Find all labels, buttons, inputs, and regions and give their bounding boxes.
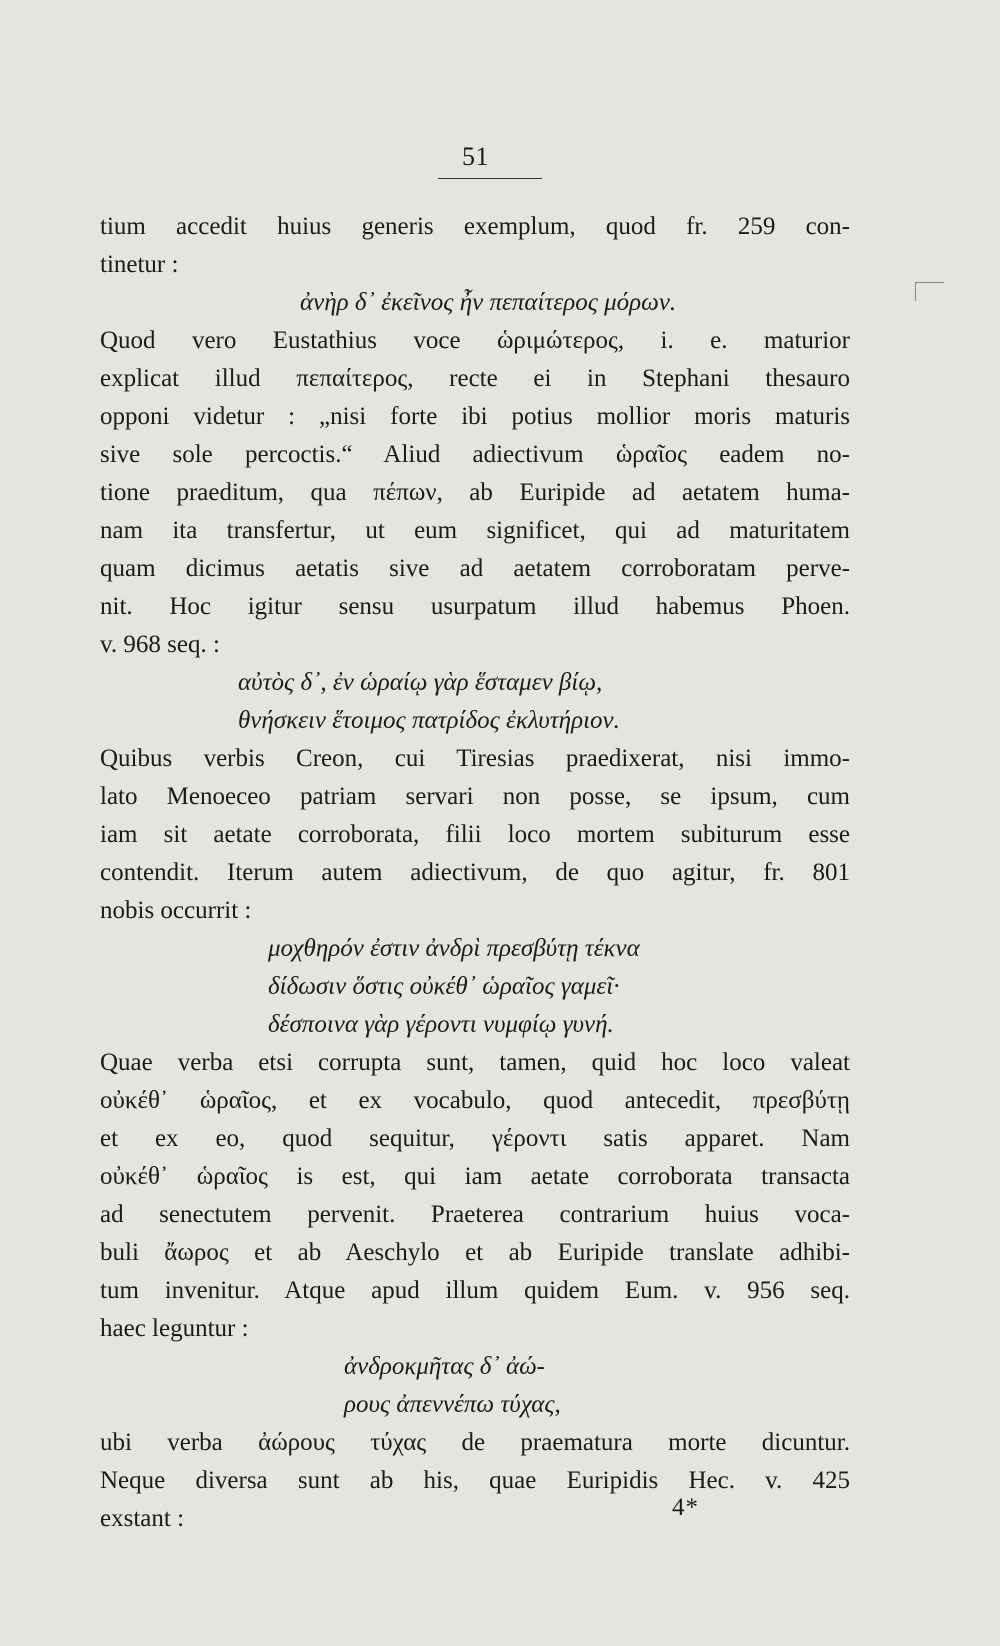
greek-verse-line: μοχθηρόν ἐστιν ἀνδρὶ πρεσβύτῃ τέκνα — [268, 935, 640, 962]
text-line: v. 968 seq. : — [100, 631, 220, 658]
text-line: ubi verba ἀώρους τύχας de praematura morte dicuntur. — [100, 1429, 850, 1456]
text-line: nit. Hoc igitur sensu usurpatum illud habemus Phoen. — [100, 593, 850, 620]
text-line: tium accedit huius generis exemplum, quod fr. 259 con- — [100, 213, 850, 240]
text-line: ad senectutem pervenit. Praeterea contrarium huius voca- — [100, 1201, 850, 1228]
greek-verse-line: αὐτὸς δ᾽, ἐν ὡραίῳ γὰρ ἕσταμεν βίῳ, — [238, 669, 603, 696]
text-line: οὐκέθ᾽ ὡραῖος is est, qui iam aetate corroborata transacta — [100, 1163, 850, 1190]
text-line: Quod vero Eustathius voce ὡριμώτερος, i. e. maturior — [100, 327, 850, 354]
text-line: et ex eo, quod sequitur, γέροντι satis apparet. Nam — [100, 1125, 850, 1152]
text-line: opponi videtur : „nisi forte ibi potius mollior moris maturis — [100, 403, 850, 430]
text-line: iam sit aetate corroborata, filii loco mortem subiturum esse — [100, 821, 850, 848]
text-line: buli ἄωρος et ab Aeschylo et ab Euripide translate adhibi- — [100, 1239, 850, 1266]
text-line: quam dicimus aetatis sive ad aetatem corroboratam perve- — [100, 555, 850, 582]
text-line: exstant : — [100, 1505, 185, 1532]
text-line: Quibus verbis Creon, cui Tiresias praedixerat, nisi immo- — [100, 745, 850, 772]
text-line: contendit. Iterum autem adiectivum, de quo agitur, fr. 801 — [100, 859, 850, 886]
greek-verse-line: ρους ἀπεννέπω τύχας, — [344, 1391, 561, 1418]
greek-verse-line: ἀνὴρ δ᾽ ἐκεῖνος ἦν πεπαίτερος μόρων. — [300, 289, 677, 316]
text-line: explicat illud πεπαίτερος, recte ei in Stephani thesauro — [100, 365, 850, 392]
margin-mark — [915, 282, 944, 301]
text-line: Quae verba etsi corrupta sunt, tamen, quid hoc loco valeat — [100, 1049, 850, 1076]
greek-verse-line: δίδωσιν ὅστις οὐκέθ᾽ ὡραῖος γαμεῖ· — [268, 973, 620, 1000]
text-line: nobis occurrit : — [100, 897, 252, 924]
text-line: tum invenitur. Atque apud illum quidem Eum. v. 956 seq. — [100, 1277, 850, 1304]
text-line: nam ita transfertur, ut eum significet, qui ad maturitatem — [100, 517, 850, 544]
page-number: 51 — [462, 142, 489, 171]
header-rule — [438, 178, 542, 179]
text-line: haec leguntur : — [100, 1315, 249, 1342]
text-line: οὐκέθ᾽ ὡραῖος, et ex vocabulo, quod antecedit, πρεσβύτῃ — [100, 1087, 850, 1114]
text-line: tinetur : — [100, 251, 179, 278]
text-line: lato Menoeceo patriam servari non posse, se ipsum, cum — [100, 783, 850, 810]
greek-verse-line: δέσποινα γὰρ γέροντι νυμφίῳ γυνή. — [268, 1011, 614, 1038]
signature-mark: 4* — [672, 1494, 699, 1521]
text-line: sive sole percoctis.“ Aliud adiectivum ὡραῖος eadem no- — [100, 441, 850, 468]
text-line: tione praeditum, qua πέπων, ab Euripide ad aetatem huma- — [100, 479, 850, 506]
body-text — [100, 208, 850, 1538]
greek-verse-line: ἀνδροκμῆτας δ᾽ ἀώ- — [344, 1353, 545, 1380]
text-line: Neque diversa sunt ab his, quae Euripidis Hec. v. 425 — [100, 1467, 850, 1494]
greek-verse-line: θνήσκειν ἕτοιμος πατρίδος ἐκλυτήριον. — [238, 707, 620, 734]
